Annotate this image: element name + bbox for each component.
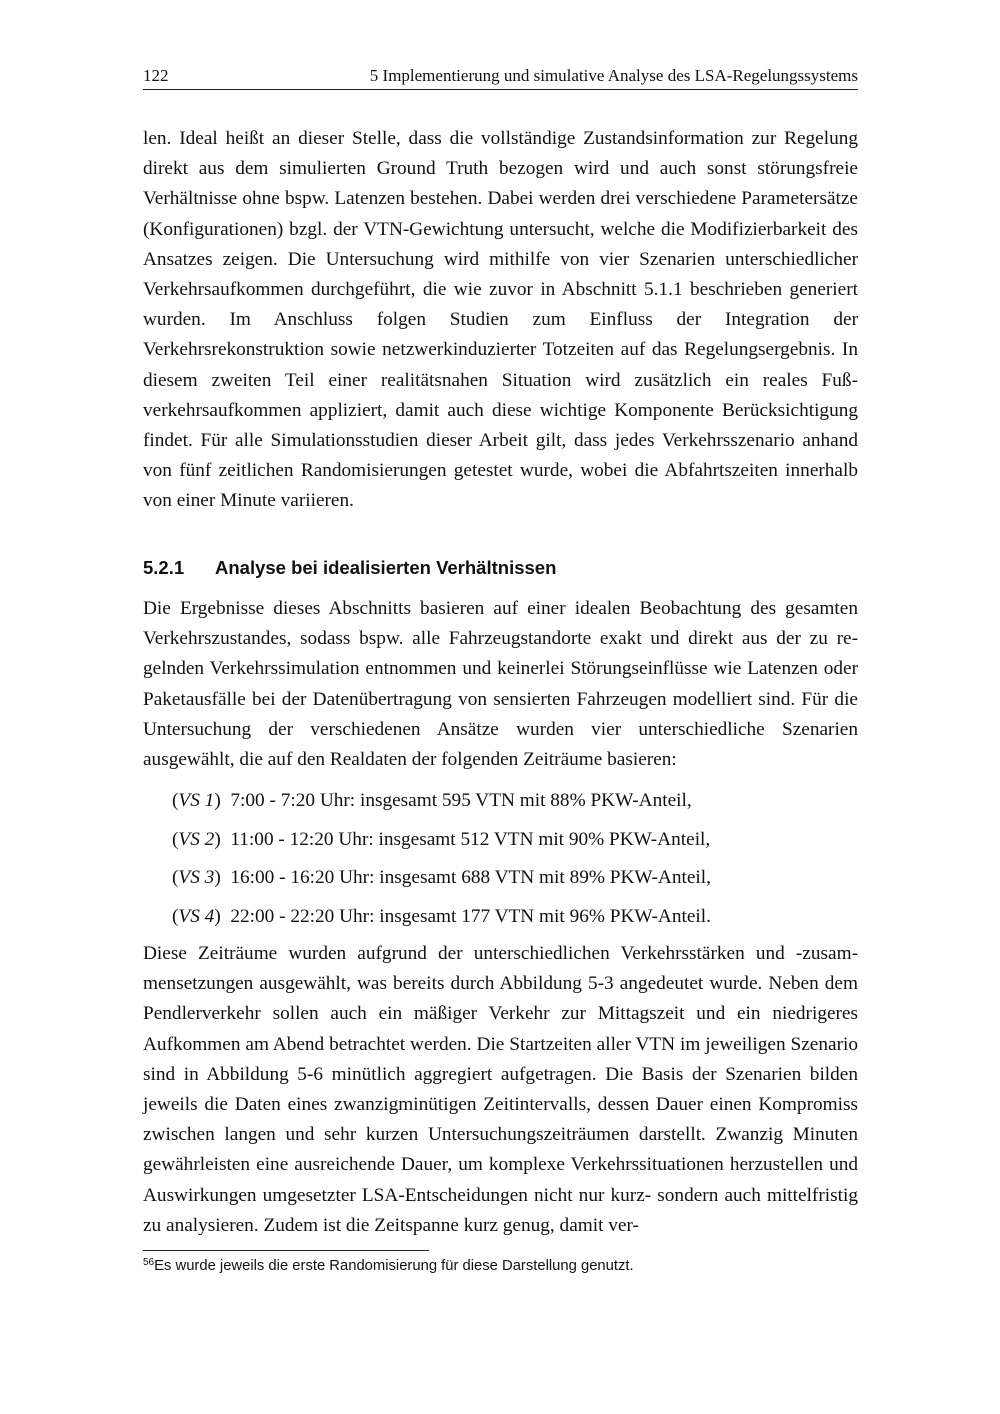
section-title: Analyse bei idealisierten Verhältnissen <box>215 557 557 578</box>
list-item: (VS 4) 22:00 - 22:20 Uhr: insgesamt 177 VTN mit 96% PKW-Anteil. <box>172 905 711 927</box>
page-number: 122 <box>143 66 169 85</box>
footnote-text: Es wurde jeweils die erste Randomisierung für diese Darstellung genutzt. <box>154 1258 634 1274</box>
paragraph-scenario-rationale: Diese Zeiträume wurden aufgrund der unterschiedlichen Verkehrsstärken und -zusammensetzungen ausgewählt, was bereits durch Abbildung 5-3 angedeutet wurde. Neben dem Pendlerverkehr sollen auch ein mäßiger Verkehr zur Mittagszeit und ein niedrigeres Aufkommen am Abend betrachtet werden. Die Startzeiten aller VTN im jeweiligen Szenario sind in Abbildung 5-6 minütlich aggregiert aufgetragen. Die Basis der Szenarien bilden jeweils die Daten eines zwanzigminütigen Zeitintervalls, dessen Dauer einen Kompromiss zwischen langen und sehr kurzen Untersuchungszeiträumen darstellt. Zwanzig Minuten gewährleisten eine ausreichende Dauer, um komplexe Verkehrssituationen herzustellen und Auswirkungen umgesetzter LSA-Entscheidungen nicht nur kurz- sondern auch mittelfristig zu analysieren. Zudem ist die Zeitspanne kurz genug, damit ver- <box>143 943 858 1236</box>
scenario-label: VS 2 <box>178 828 215 850</box>
scenario-text: 16:00 - 16:20 Uhr: insgesamt 688 VTN mit 89% PKW-Anteil, <box>230 867 711 888</box>
section-heading <box>143 557 858 579</box>
scenario-text: 11:00 - 12:20 Uhr: insgesamt 512 VTN mit 90% PKW-Anteil, <box>230 828 711 850</box>
footnote-rule <box>143 1250 429 1251</box>
list-item: (VS 1) 7:00 - 7:20 Uhr: insgesamt 595 VTN mit 88% PKW-Anteil, <box>172 790 692 811</box>
scenario-label: VS 4 <box>178 905 215 927</box>
scenario-label: VS 1 <box>178 790 215 811</box>
page-header <box>143 66 858 90</box>
scenario-list <box>172 786 858 940</box>
list-item: (VS 2) 11:00 - 12:20 Uhr: insgesamt 512 VTN mit 90% PKW-Anteil, <box>172 828 711 850</box>
paragraph-intro: len. Ideal heißt an dieser Stelle, dass die vollständige Zustandsinformation zur Regelung direkt aus dem simulierten Ground Truth bezogen wird und auch sonst störungsfreie Verhältnisse ohne bspw. Latenzen bestehen. Dabei werden drei verschiedene Parametersätze (Konfigurationen) bzgl. der VTN-Gewichtung untersucht, welche die Modifizierbarkeit des Ansatzes zeigen. Die Untersuchung wird mithilfe von vier Szenarien unterschiedlicher Verkehrsaufkommen durchgeführt, die wie zuvor in Abschnitt 5.1.1 beschrieben generiert wurden. Im Anschluss folgen Studien zum Einfluss der Integration der Verkehrsrekonstruktion sowie netzwerkinduzierter Totzeiten auf das Regelungsergebnis. In diesem zweiten Teil einer realitätsnahen Situation wird zusätzlich ein reales Fußverkehrsaufkommen appliziert, damit auch diese wichtige Komponente Berücksichtigung findet. Für alle Simulationsstudien dieser Arbeit gilt, dass jedes Verkehrsszenario anhand von fünf zeitlichen Randomisierungen getestet wurde, wobei die Abfahrtszeiten innerhalb von einer Minute variieren. <box>143 128 858 512</box>
scenario-text: 22:00 - 22:20 Uhr: insgesamt 177 VTN mit 96% PKW-Anteil. <box>230 905 711 927</box>
list-item: (VS 3) 16:00 - 16:20 Uhr: insgesamt 688 VTN mit 89% PKW-Anteil, <box>172 867 711 888</box>
header-rule <box>143 89 858 90</box>
footnote <box>143 1252 858 1277</box>
paragraph-results: Die Ergebnisse dieses Abschnitts basieren auf einer idealen Beobachtung des gesamten Verkehrszustandes, sodass bspw. alle Fahrzeugstandorte exakt und direkt aus der zu regelnden Verkehrssimulation entnommen und keinerlei Störungseinflüsse wie Latenzen oder Paketausfälle bei der Datenübertragung von sensierten Fahrzeugen modelliert sind. Für die Untersuchung der verschiedenen Ansätze wurden vier unterschiedliche Szenarien ausgewählt, die auf den Realdaten der folgenden Zeiträume basieren: <box>143 598 858 771</box>
section-number: 5.2.1 <box>143 557 185 578</box>
footnote-marker: 56 <box>143 1257 155 1268</box>
scenario-text: 7:00 - 7:20 Uhr: insgesamt 595 VTN mit 88% PKW-Anteil, <box>230 790 692 811</box>
scenario-label: VS 3 <box>178 867 215 888</box>
running-title: 5 Implementierung und simulative Analyse des LSA-Regelungssystems <box>369 66 858 85</box>
